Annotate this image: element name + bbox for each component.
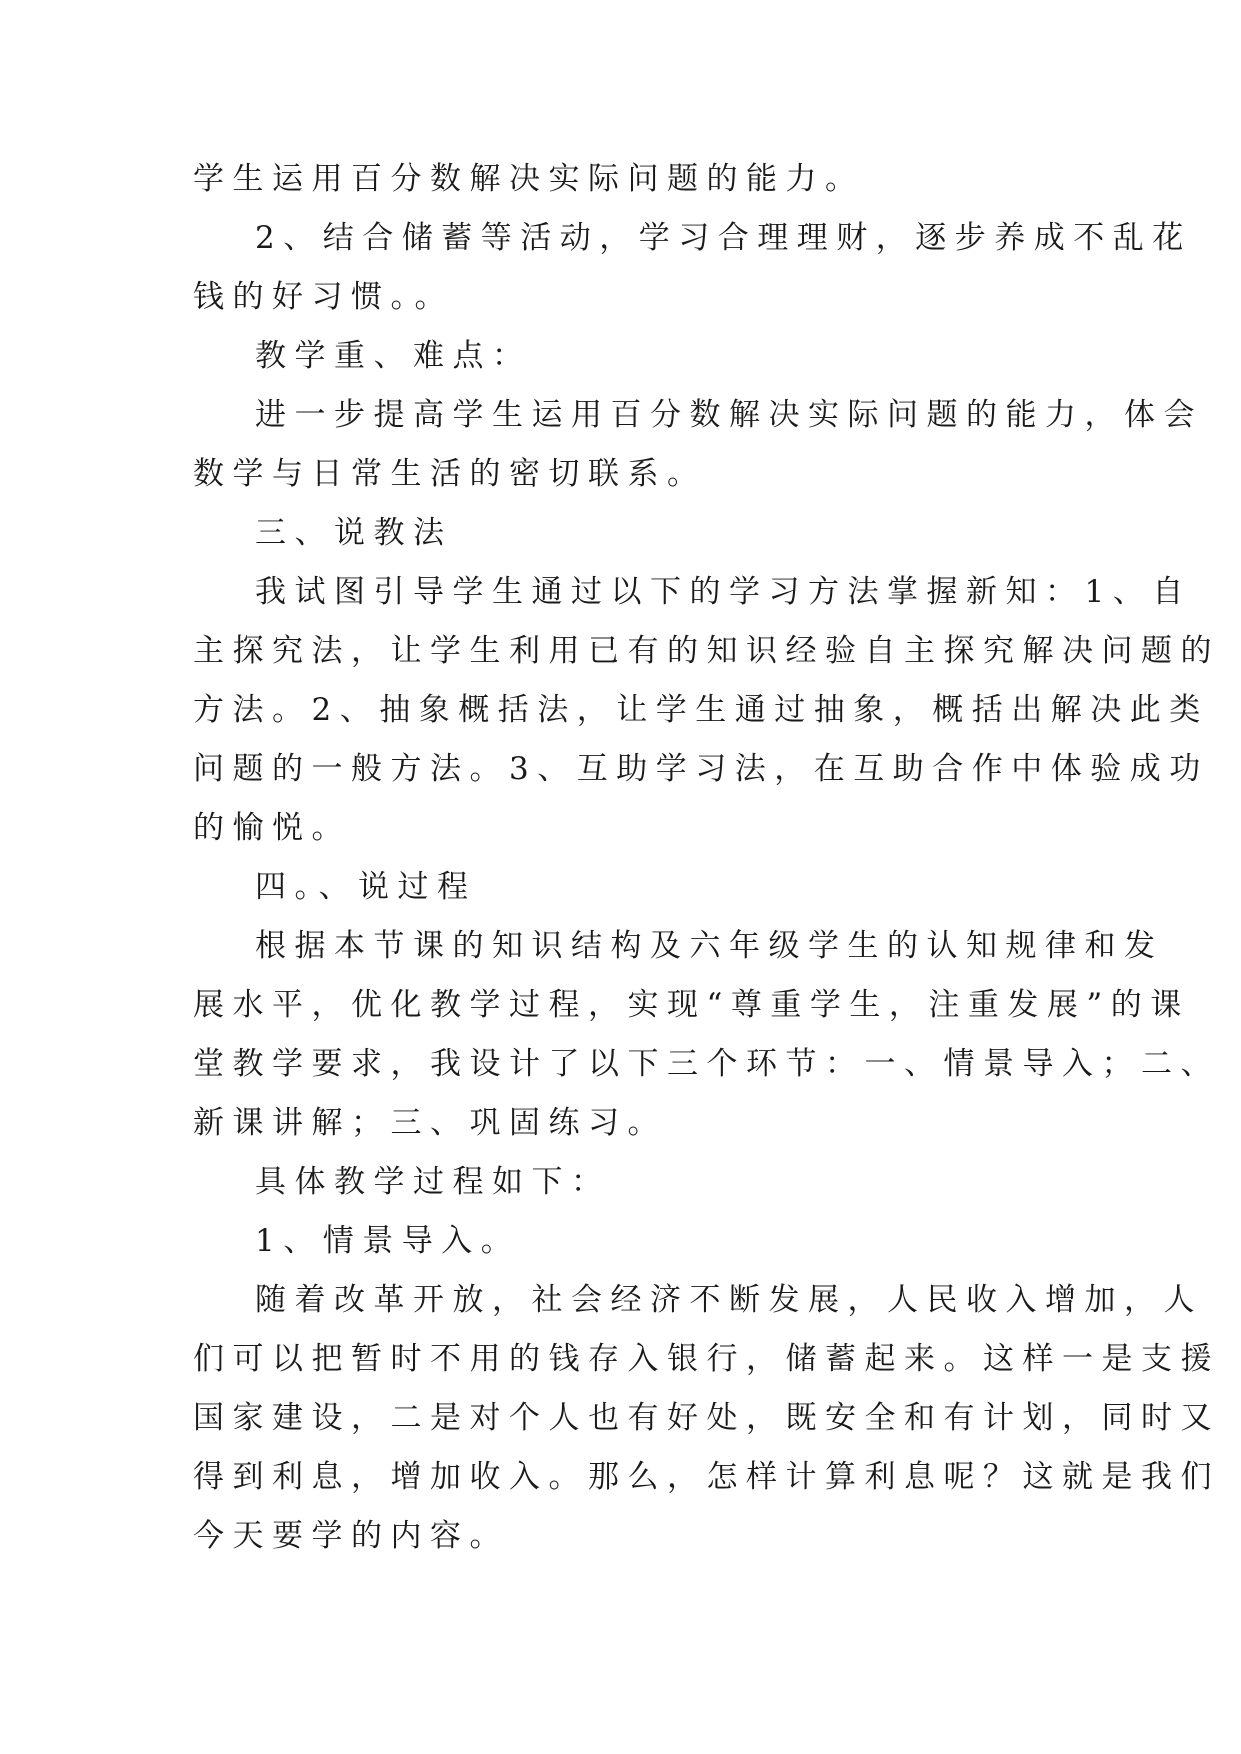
text-line: 具体教学过程如下： [255,1164,611,1200]
text-line: 问题的一般方法。3、互助学习法，在互助合作中体验成功 [193,751,1209,787]
text-line: 我试图引导学生通过以下的学习方法掌握新知：1、自 [255,574,1192,610]
text-line: 数学与日常生活的密切联系。 [193,456,707,492]
text-line: 新课讲解；三、巩固练习。 [193,1105,667,1141]
text-line: 展水平，优化教学过程，实现“尊重学生，注重发展”的课 [193,987,1190,1023]
text-line: 三、说教法 [255,515,453,551]
text-line: 的愉悦。 [193,810,351,846]
text-line: 1、情景导入。 [255,1223,521,1259]
text-line: 堂教学要求，我设计了以下三个环节：一、情景导入；二、 [193,1046,1220,1082]
text-line: 方法。2、抽象概括法，让学生通过抽象，概括出解决此类 [193,692,1209,728]
text-line: 2、结合储蓄等活动，学习合理理财，逐步养成不乱花 [255,220,1192,256]
text-line: 教学重、难点： [255,338,532,374]
text-line: 随着改革开放，社会经济不断发展，人民收入增加，人 [255,1282,1203,1318]
text-line: 钱的好习惯。。 [193,279,454,315]
text-line: 今天要学的内容。 [193,1518,509,1554]
text-line: 学生运用百分数解决实际问题的能力。 [193,161,865,197]
text-line: 们可以把暂时不用的钱存入银行，储蓄起来。这样一是支援 [193,1341,1220,1377]
text-line: 国家建设，二是对个人也有好处，既安全和有计划，同时又 [193,1400,1220,1436]
text-line: 根据本节课的知识结构及六年级学生的认知规律和发 [255,928,1164,964]
text-line: 进一步提高学生运用百分数解决实际问题的能力，体会 [255,397,1203,433]
text-line: 四。、说过程 [255,869,477,905]
text-line: 主探究法，让学生利用已有的知识经验自主探究解决问题的 [193,633,1220,669]
text-line: 得到利息，增加收入。那么，怎样计算利息呢？这就是我们 [193,1459,1220,1495]
